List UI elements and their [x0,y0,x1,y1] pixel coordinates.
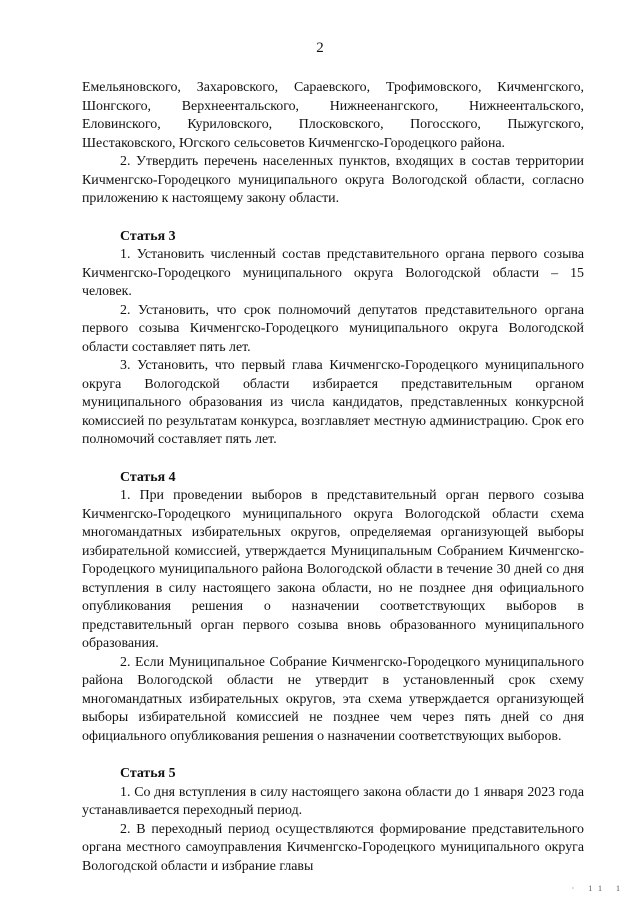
document-body [82,79,584,876]
paragraph: 2. Если Муниципальное Собрание Кичменгско-Городецкого муниципального района Вологодской области не утвердит в установленный срок схему многомандатных избирательных округов, эта схема утверждается организующей выборы избирательной комиссией не позднее чем через пять дней со дня официального опубликования решения о назначении соответствующих выборов. [82,654,584,744]
article-heading: Статья 5 [120,766,176,781]
paragraph: 2. Установить, что срок полномочий депутатов представительного органа первого созыва Кичменгско-Городецкого муниципального округа Вологодской области составляет пять лет. [82,302,584,355]
page-number: 2 [316,40,324,56]
paragraph: 1. Со дня вступления в силу настоящего закона области до 1 января 2023 года устанавливается переходный период. [82,784,584,818]
paragraph: 2. В переходный период осуществляются формирование представительного органа местного самоуправления Кичменгско-Городецкого муниципального округа Вологодской области и избрание главы [82,821,584,874]
paragraph: Емельяновского, Захаровского, Сараевского, Трофимовского, Кичменгского, Шонгского, Верхнеентальского, Нижнеенангского, Нижнеентальского, Еловинского, Куриловского, Плосковского, Погосского, Пыжугского, Шестаковского, Югского сельсоветов Кичменгско-Городецкого района. [82,80,584,151]
article-heading: Статья 3 [120,228,176,244]
paragraph: 1. Установить численный состав представительного органа первого созыва Кичменгско-Городецкого муниципального округа Вологодской области – 15 человек. [82,247,584,299]
paragraph: 3. Установить, что первый глава Кичменгско-Городецкого муниципального округа Вологодской области избирается представительным органом муниципального образования из числа кандидатов, представленных конкурсной комиссией по результатам конкурса, возглавляет местную администрацию. Срок его полномочий составляет пять лет. [82,358,584,447]
article-heading: Статья 4 [120,469,176,485]
paragraph: 2. Утвердить перечень населенных пунктов, входящих в состав территории Кичменгско-Городецкого муниципального округа Вологодской области, согласно приложению к настоящему закону области. [82,154,584,206]
paragraph: 1. При проведении выборов в представительный орган первого созыва Кичменгско-Городецкого муниципального округа Вологодской области схема многомандатных избирательных округов, определяемая организующей выборы избирательной комиссией, утверждается Муниципальным Собранием Кичменгско-Городецкого муниципального района Вологодской области в течение 30 дней со дня вступления в силу настоящего закона области, но не позднее дня официального опубликования решения о назначении соответствующих выборов в представительный орган первого созыва вновь образованного муниципального образования. [82,488,584,651]
footer-marks: · 11 1 [571,884,626,893]
